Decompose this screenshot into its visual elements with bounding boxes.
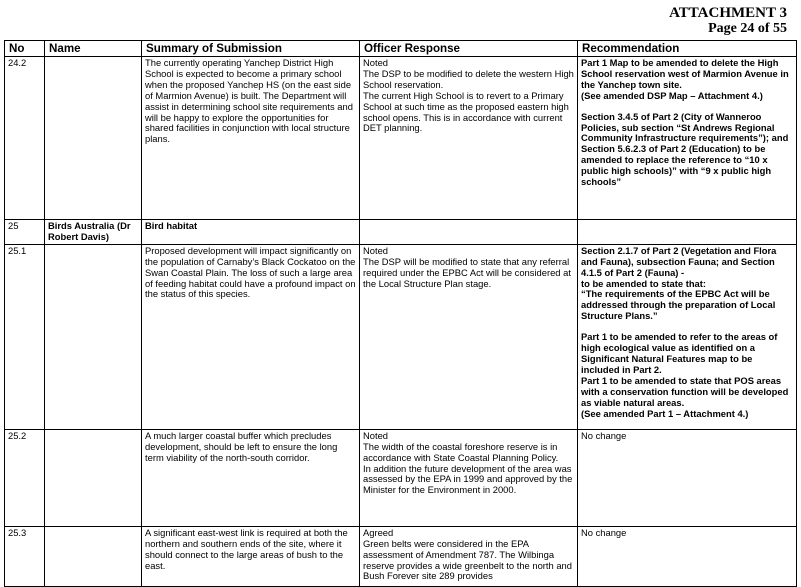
response-line: The DSP will be modified to state that any referral required under the EPBC Act will be considered at the Local Structure Plan stage. (363, 255, 571, 289)
column-header-recommendation: Recommendation (578, 41, 797, 57)
recommendation (578, 220, 797, 245)
response-line: Green belts were considered in the EPA assessment of Amendment 787. The Wilbinga reserve provides a wide greenbelt to the north and Bush Forever site 289 provides (363, 537, 572, 582)
column-header-no: No (5, 41, 45, 57)
submission-summary: The currently operating Yanchep District High School is expected to become a primary school when the proposed Yanchep HS (on the east side of Marmion Avenue) is built. The Department will assist in determining school site requirements and will be happy to explore the opportunities for shared facilities in conjunction with local structure plans. (142, 57, 360, 220)
recommendation-line: to be amended to state that: (581, 277, 707, 289)
table-row (5, 526, 797, 586)
response-line: The current High School is to revert to a Primary School at such time as the proposed eastern high school opens. This is in accordance with current DET planning. (363, 89, 569, 134)
row-number: 25 (5, 220, 45, 245)
recommendation-line: (See amended Part 1 – Attachment 4.) (581, 407, 749, 419)
submission-summary: Proposed development will impact significantly on the population of Carnaby’s Black Cockatoo on the Swan Coastal Plain. The loss of such a large area of feeding habitat could have a profound impact on the status of this species. (142, 244, 360, 429)
submission-summary: A significant east-west link is required at both the northern and southern ends of the site, where it should connect to the large areas of bush to the east. (142, 526, 360, 586)
submitter-name (45, 244, 142, 429)
recommendation: No change (578, 429, 797, 526)
submission-topic: Bird habitat (142, 220, 360, 245)
attachment-label: ATTACHMENT 3 (669, 5, 787, 21)
submission-summary: A much larger coastal buffer which precludes development, should be left to ensure the long term viability of the north-south corridor. (142, 429, 360, 526)
row-number: 25.1 (5, 244, 45, 429)
row-number: 25.3 (5, 526, 45, 586)
submitter-name: Birds Australia (Dr Robert Davis) (45, 220, 142, 245)
recommendation (578, 244, 797, 429)
column-header-response: Officer Response (360, 41, 578, 57)
officer-response (360, 429, 578, 526)
response-line: Noted (363, 429, 389, 441)
row-number: 24.2 (5, 57, 45, 220)
column-header-name: Name (45, 41, 142, 57)
recommendation-line: Part 1 to be amended to refer to the areas of high ecological value as identified on a Significant Natural Features map to be included in Part 2. (581, 331, 778, 375)
response-line: Agreed (363, 526, 394, 538)
submitter-name (45, 526, 142, 586)
officer-response (360, 526, 578, 586)
recommendation-line: (See amended DSP Map – Attachment 4.) (581, 89, 763, 101)
page-number: Page 24 of 55 (708, 21, 787, 36)
recommendation: No change (578, 526, 797, 586)
recommendation-line: Section 2.1.7 of Part 2 (Vegetation and Flora and Fauna), subsection Fauna; and Section 4.1.5 of Part 2 (Fauna) - (581, 244, 777, 278)
response-line: The DSP to be modified to delete the western High School reservation. (363, 67, 574, 90)
response-line: Noted (363, 57, 389, 68)
recommendation (578, 57, 797, 220)
recommendation-line: “The requirements of the EPBC Act will be addressed through the preparation of Local Structure Plans.” (581, 288, 776, 322)
recommendation-line: Part 1 to be amended to state that POS areas with a conservation function will be developed as viable natural areas. (581, 374, 789, 408)
recommendation-line: Part 1 Map to be amended to delete the High School reservation west of Marmion Avenue in the Yanchep town site. (581, 57, 789, 90)
row-number: 25.2 (5, 429, 45, 526)
officer-response (360, 220, 578, 245)
recommendation-line: Section 3.4.5 of Part 2 (City of Wanneroo Policies, sub section “St Andrews Regional Community Infrastructure requirements”); and (581, 110, 789, 144)
attachment-header (669, 6, 787, 36)
response-line: The width of the coastal foreshore reserve is in accordance with State Coastal Planning Policy. (363, 440, 559, 463)
table-row (5, 57, 797, 220)
table-row (5, 220, 797, 245)
table-header-row (5, 41, 797, 57)
recommendation-line: Section 5.6.2.3 of Part 2 (Education) to be amended to replace the reference to “10 x public high schools)” with “9 x public high schools” (581, 143, 772, 188)
response-line: In addition the future development of the area was assessed by the EPA in 1999 and approved by the Minister for the Environment in 2000. (363, 462, 573, 496)
officer-response (360, 244, 578, 429)
officer-response (360, 57, 578, 220)
table-row (5, 429, 797, 526)
table-row (5, 244, 797, 429)
submissions-table (4, 40, 797, 587)
column-header-summary: Summary of Submission (142, 41, 360, 57)
response-line: Noted (363, 244, 389, 256)
submitter-name (45, 429, 142, 526)
submitter-name (45, 57, 142, 220)
